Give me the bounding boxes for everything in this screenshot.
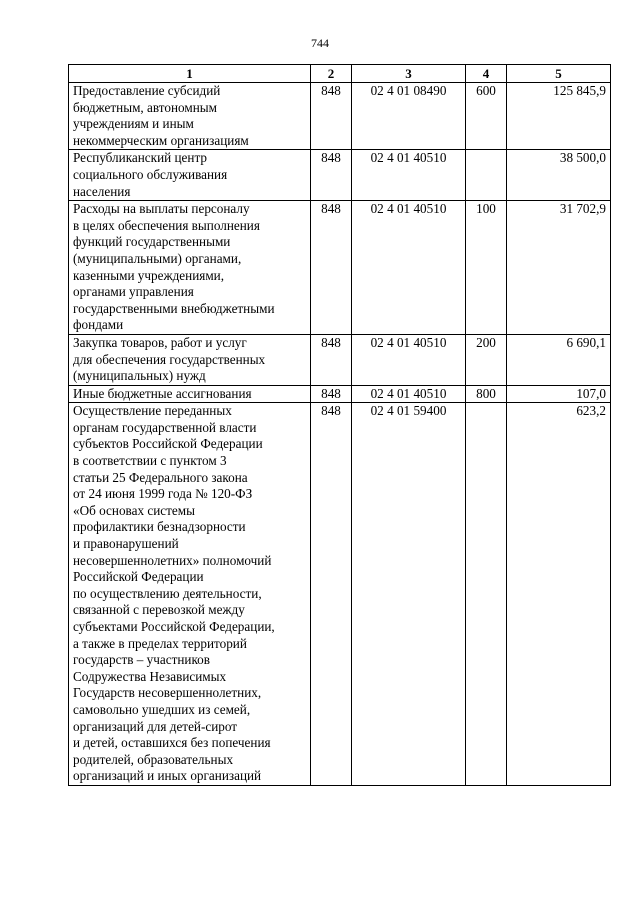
row-expense-type-cell: 600: [466, 83, 507, 150]
budget-table: [68, 64, 611, 786]
row-name-cell: Закупка товаров, работ и услуг для обеспечения государственных (муниципальных) нужд: [69, 334, 311, 385]
header-col-2: 2: [311, 65, 352, 83]
row-name-cell: Иные бюджетные ассигнования: [69, 385, 311, 403]
row-sum-cell: 107,0: [507, 385, 611, 403]
row-ved-cell: 848: [311, 403, 352, 786]
page-number: 744: [311, 36, 329, 50]
header-col-1: 1: [69, 65, 311, 83]
row-ved-cell: 848: [311, 385, 352, 403]
table-row: [69, 334, 611, 385]
row-target-article-cell: 02 4 01 40510: [352, 201, 466, 335]
row-name-cell: Осуществление переданных органам государственной власти субъектов Российской Федерации в соответствии с пунктом 3 статьи 25 Федерального закона от 24 июня 1999 года № 120-ФЗ «Об основах системы профилактики безнадзорности и правонарушений несовершеннолетних» полномочий Российской Федерации по осуществлению деятельности, связанной с перевозкой между субъектами Российской Федерации, а также в пределах территорий государств – участников Содружества Независимых Государств несовершеннолетних, самовольно ушедших из семей, организаций для детей-сирот и детей, оставшихся без попечения родителей, образовательных организаций и иных организаций: [69, 403, 311, 786]
table-row: [69, 403, 611, 786]
table-row: [69, 385, 611, 403]
row-target-article-cell: 02 4 01 40510: [352, 334, 466, 385]
header-col-5: 5: [507, 65, 611, 83]
row-expense-type-cell: 800: [466, 385, 507, 403]
row-target-article-cell: 02 4 01 08490: [352, 83, 466, 150]
row-expense-type-cell: [466, 150, 507, 201]
row-expense-type-cell: 100: [466, 201, 507, 335]
header-row: [69, 65, 611, 83]
row-ved-cell: 848: [311, 201, 352, 335]
row-sum-cell: 125 845,9: [507, 83, 611, 150]
row-sum-cell: 6 690,1: [507, 334, 611, 385]
row-ved-cell: 848: [311, 150, 352, 201]
header-col-4: 4: [466, 65, 507, 83]
table-row: [69, 150, 611, 201]
header-col-3: 3: [352, 65, 466, 83]
row-sum-cell: 38 500,0: [507, 150, 611, 201]
row-name-cell: Предоставление субсидий бюджетным, автономным учреждениям и иным некоммерческим организациям: [69, 83, 311, 150]
table-row: [69, 83, 611, 150]
row-target-article-cell: 02 4 01 40510: [352, 150, 466, 201]
row-name-cell: Расходы на выплаты персоналу в целях обеспечения выполнения функций государственными (муниципальными) органами, казенными учреждениями, органами управления государственными внебюджетными фондами: [69, 201, 311, 335]
row-sum-cell: 31 702,9: [507, 201, 611, 335]
row-ved-cell: 848: [311, 334, 352, 385]
row-name-cell: Республиканский центр социального обслуживания населения: [69, 150, 311, 201]
row-expense-type-cell: [466, 403, 507, 786]
row-sum-cell: 623,2: [507, 403, 611, 786]
table-row: [69, 201, 611, 335]
row-expense-type-cell: 200: [466, 334, 507, 385]
row-ved-cell: 848: [311, 83, 352, 150]
row-target-article-cell: 02 4 01 59400: [352, 403, 466, 786]
row-target-article-cell: 02 4 01 40510: [352, 385, 466, 403]
